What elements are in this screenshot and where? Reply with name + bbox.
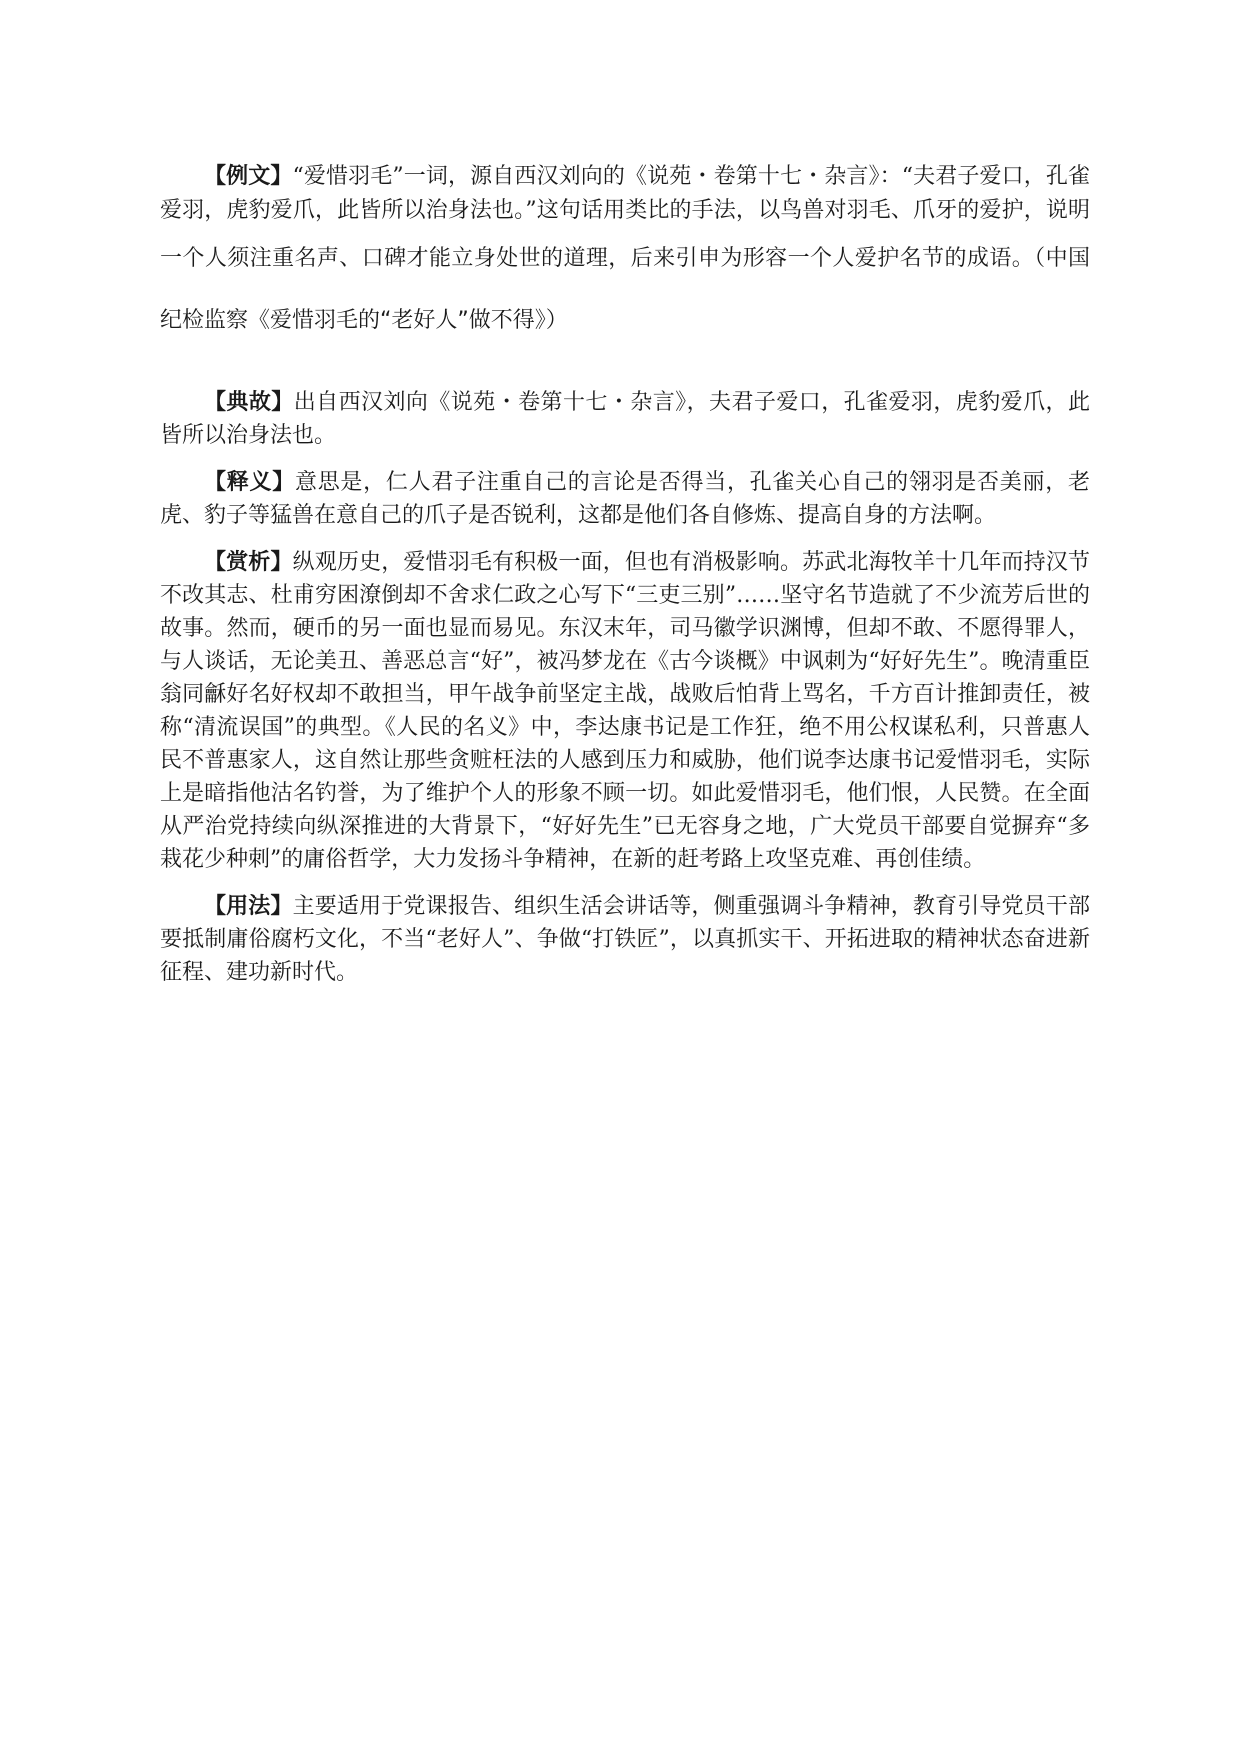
paragraph-gap	[160, 366, 1090, 386]
example-text: “爱惜羽毛”一词，源自西汉刘向的《说苑・卷第十七・杂言》：“夫君子爱口，孔雀爱羽，虎豹爱爪，此皆所以治身法也。”这句话用类比的手法，以鸟兽对羽毛、爪牙的爱护，说明一个人须注重名声、口碑才能立身处世的道理，后来引	[160, 164, 1090, 271]
label-usage: 【用法】	[204, 894, 293, 919]
meaning-text: 意思是，仁人君子注重自己的言论是否得当，孔雀关心自己的翎羽是否美丽，老虎、豹子等猛兽在意自己的爪子是否锐利，这都是他们各自修炼、提高自身的方法啊。	[160, 470, 1090, 528]
appreciation-text: 纵观历史，爱惜羽毛有积极一面，但也有消极影响。苏武北海牧羊十几年而持汉节不改其志、杜甫穷困潦倒却不舍求仁政之心写下“三吏三别”……坚守名节造就了不少流芳后世的故事。然而，硬币的另一面也显而易见。东汉末年，司马徽学识渊博，但却不敢、不愿得罪人，与人谈话，无论美丑、善恶总言“好”，被冯梦龙在《古今谈概》中讽刺为“好好先生”。晚清重臣翁同龢好名好权却不敢担当，甲午战争前坚定主战，战败后怕背上骂名，千方百计推卸责任，被称“清流误国”的典型。《人民的名义》中，李达康书记是工作狂，绝不用公权谋私利，只普惠人民不普惠家人，这自然让那些贪赃枉法的人感到压力和威胁，他们说李达康书记爱惜羽毛，实际上是暗指他沽名钓誉，为了维护个人的形象不顾一切。如此爱惜羽毛，他们恨，人民赞。在全面从严治党持续向纵深推进的大背景下，“好好先生”已无容身之地，广大党员干部要自觉摒弃“多栽花少种刺”的庸俗哲学，大力发扬斗争精神，在新的赶考路上攻坚克难、再创佳绩。	[160, 550, 1090, 872]
allusion-text: 出自西汉刘向《说苑・卷第十七・杂言》，夫君子爱口，孔雀爱羽，虎豹爱爪，此皆所以治身法也。	[160, 390, 1090, 448]
label-appreciation: 【赏析】	[204, 550, 293, 575]
paragraph-allusion	[160, 386, 1090, 452]
example-source: （中国纪检监察《爱惜羽毛的“老好人”做不得》）	[160, 246, 1090, 333]
paragraph-appreciation	[160, 546, 1090, 876]
label-allusion: 【典故】	[204, 390, 294, 415]
paragraph-meaning	[160, 466, 1090, 532]
usage-text: 主要适用于党课报告、组织生活会讲话等，侧重强调斗争精神，教育引导党员干部要抵制庸俗腐朽文化，不当“老好人”、争做“打铁匠”，以真抓实干、开拓进取的精神状态奋进新征程、建功新时代。	[160, 894, 1090, 985]
paragraph-example	[160, 160, 1090, 352]
label-example: 【例文】	[204, 164, 293, 189]
paragraph-usage	[160, 890, 1090, 989]
document-page	[160, 160, 1090, 1003]
label-meaning: 【释义】	[204, 470, 295, 495]
example-text-tail: 申为形容一个人爱护名节的成语。	[697, 246, 1035, 271]
